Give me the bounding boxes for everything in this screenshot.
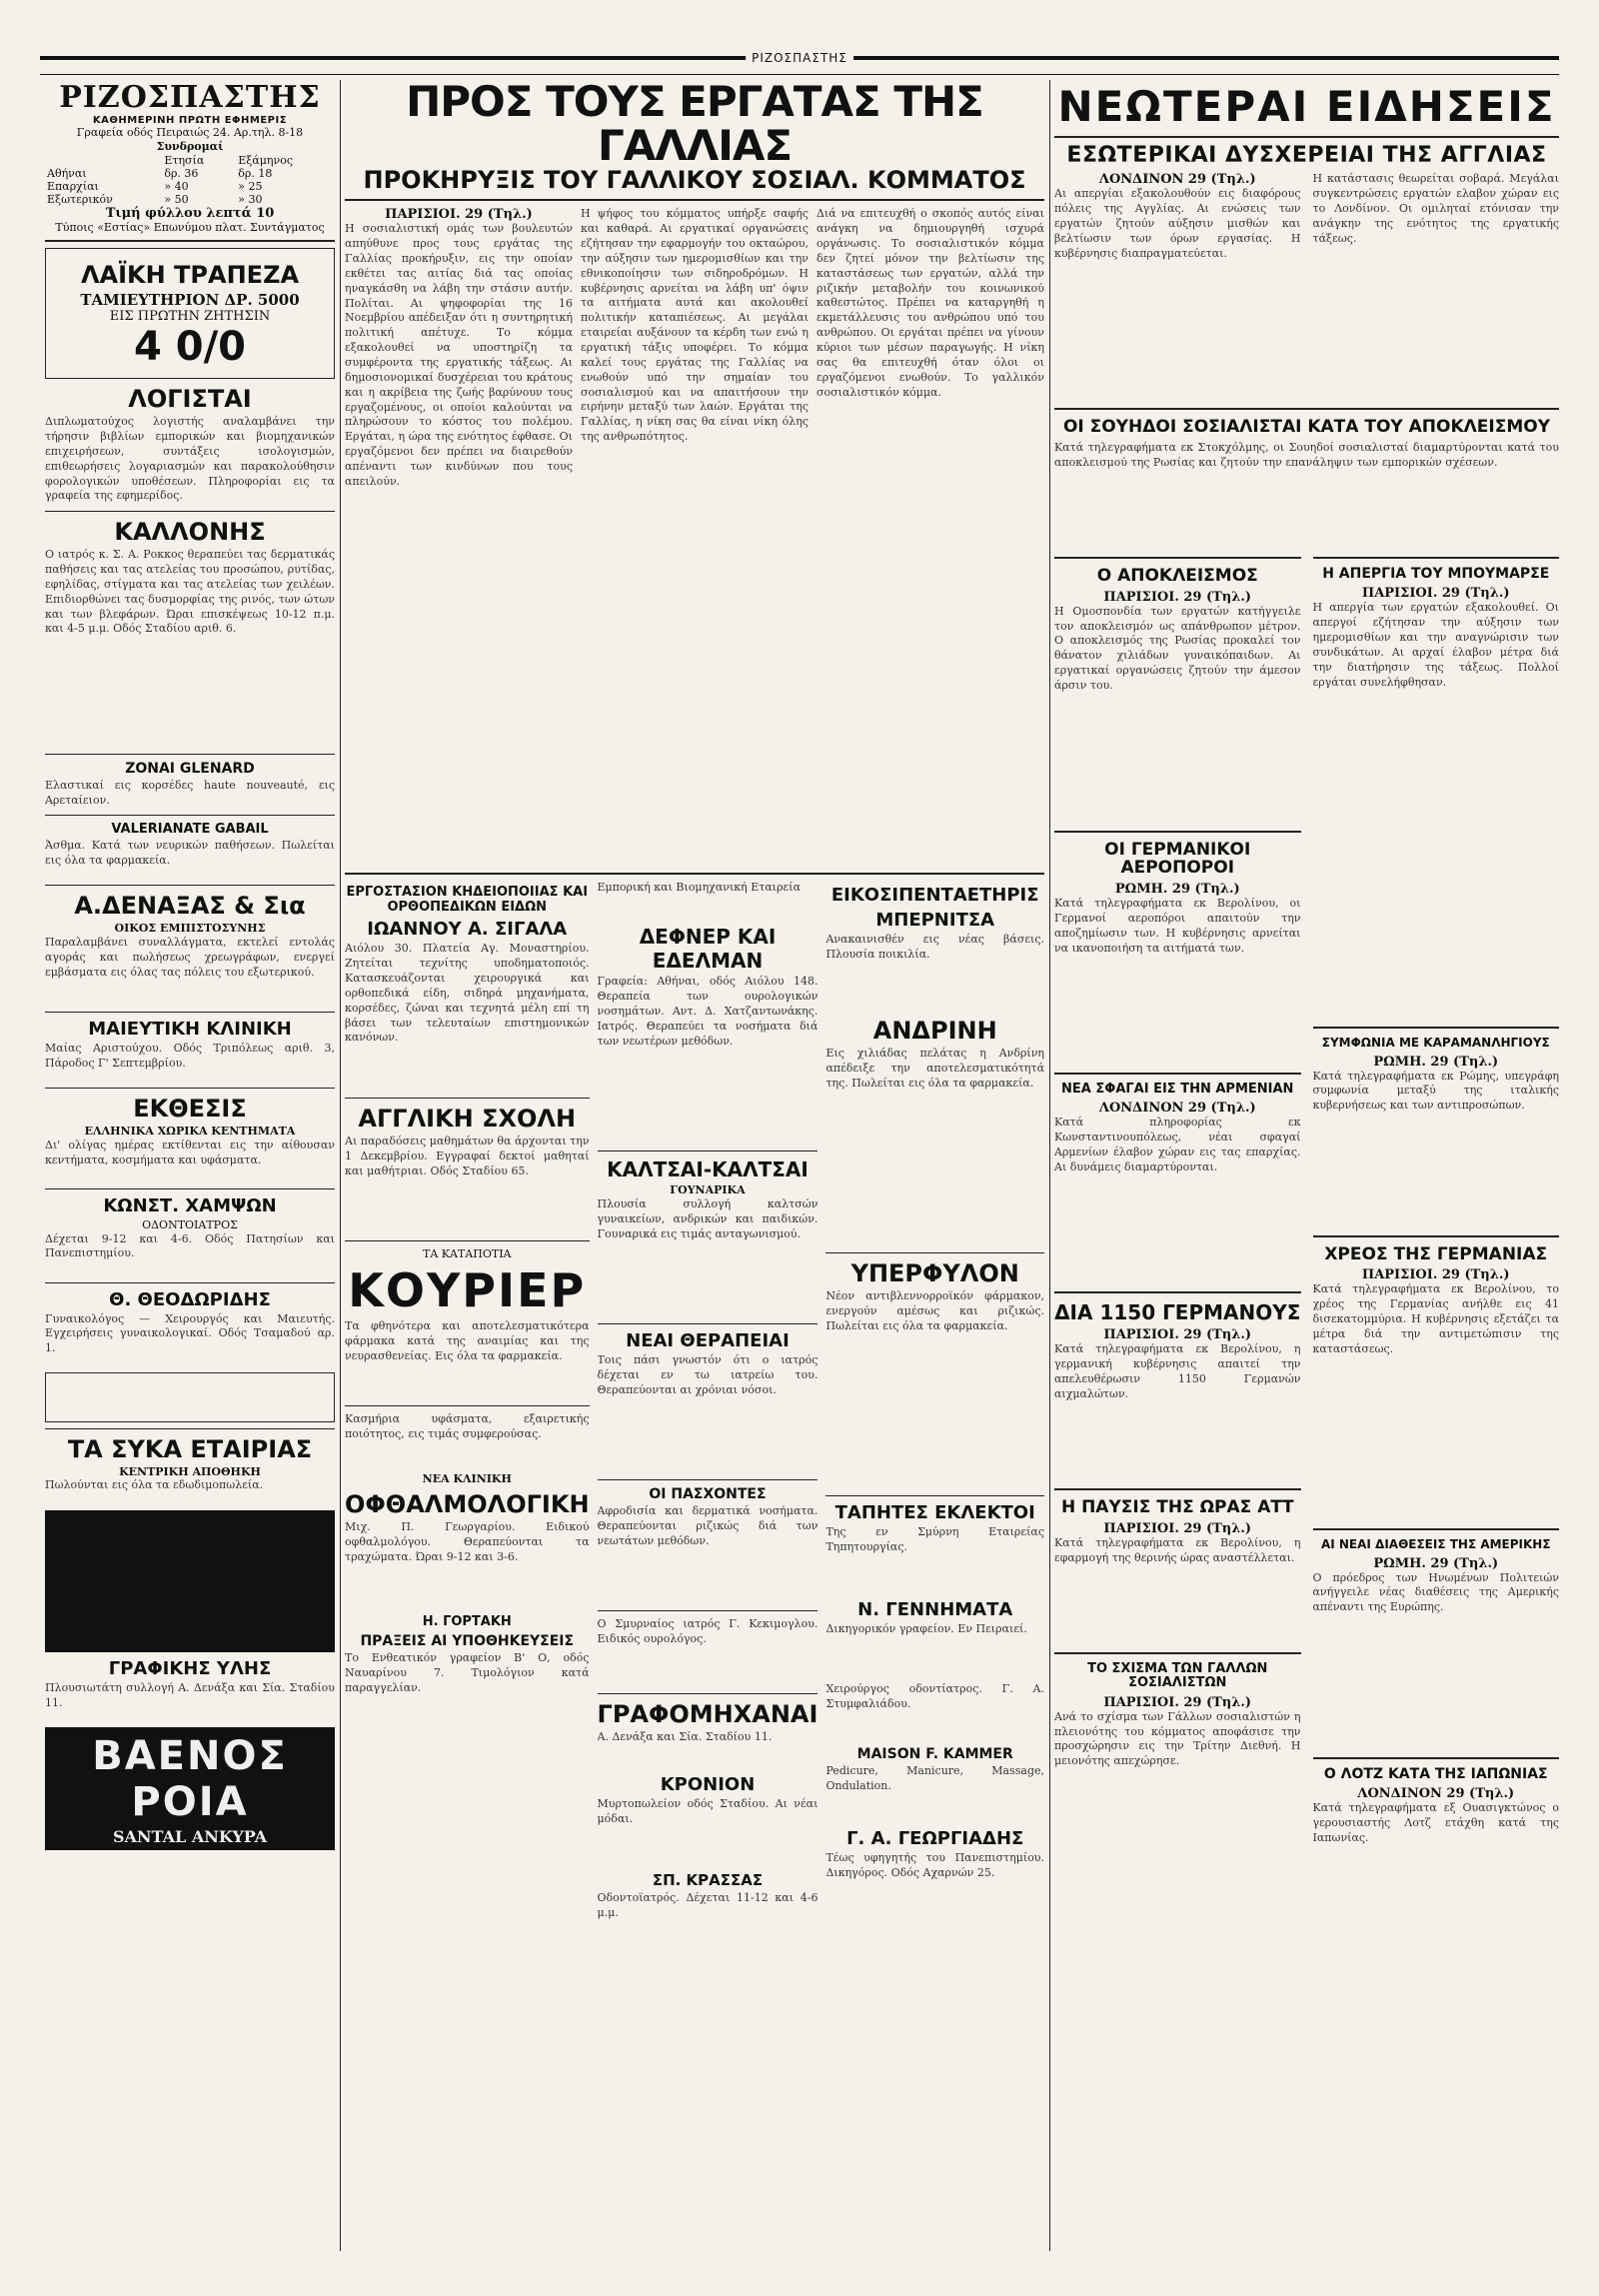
ekthesis-sub: ΕΛΛΗΝΙΚΑ ΧΩΡΙΚΑ ΚΕΝΤΗΜΑΤΑ bbox=[84, 1125, 296, 1138]
address: Γραφεία οδός Πειραιώς 24. Αρ.τηλ. 8-18 bbox=[76, 126, 304, 139]
news-heading: ΟΙ ΣΟΥΗΔΟΙ ΣΟΣΙΑΛΙΣΤΑΙ ΚΑΤΑ ΤΟΥ ΑΠΟΚΛΕΙΣΜΟΥ bbox=[1062, 417, 1551, 438]
baenor-title: ΒΑΕΝΟΣ ΡΟΙΑ bbox=[92, 1733, 288, 1826]
single-price: Τιμή φύλλου λεπτά 10 bbox=[105, 205, 275, 221]
article-text: Κατά τηλεγραφήματα εκ Βερολίνου, το χρέος της Γερμανίας ανήλθε εις 41 δισεκατομμύρια. Η κυβέρνησις εξετάζει τα μέτρα διά την αντιμετώπισιν της καταστάσεως. bbox=[1312, 1282, 1559, 1355]
news-heading: ΧΡΕΟΣ ΤΗΣ ΓΕΡΜΑΝΙΑΣ bbox=[1324, 1243, 1548, 1264]
ads-area bbox=[345, 881, 1044, 1941]
body-text: Της εν Σμύρνη Εταιρείας Τηπητουργίας. bbox=[825, 1525, 1044, 1554]
body-text: Τοις πάσι γνωστόν ότι ο ιατρός δέχεται εν τω ιατρείω του. Θεραπεύονται αι χρόνιαι νόσοι. bbox=[597, 1353, 818, 1396]
dateline: ΠΑΡΙΣΙΟΙ. 29 (Τηλ.) bbox=[385, 207, 533, 223]
news-heading: ΣΥΜΦΩΝΙΑ ΜΕ ΚΑΡΑΜΑΝΛΗΓΙΟΥΣ bbox=[1321, 1036, 1550, 1051]
logistai-heading: ΛΟΓΙΣΤΑΙ bbox=[128, 385, 252, 414]
baenor-sub: SANTAL ANKYPA bbox=[112, 1827, 268, 1847]
body-text: Εμπορική και Βιομηχανική Εταιρεία bbox=[597, 881, 800, 895]
subscription-label: Συνδρομαί bbox=[156, 139, 224, 153]
body-text: Διπλωματούχος λογιστής αναλαμβάνει την τήρησιν βιβλίων εμπορικών και βιομηχανικών επιχειρήσεων, συντάξεις ισολογισμών, επιθεωρήσεις λογαριασμών και παρακολούθησιν φορολογικών υποθέσεων. Πληροφορίαι εις τα γραφεία της εφημερίδος. bbox=[45, 415, 335, 503]
konst-heading: ΚΩΝΣΤ. ΧΑΜΨΩΝ bbox=[103, 1194, 277, 1216]
gortaki-heading: Η. ΓΟΡΤΑΚΗ bbox=[422, 1613, 512, 1629]
article-text: Αι απεργίαι εξακολουθούν εις διαφόρους πόλεις της Αγγλίας. Αι ενώσεις των εργατών ζητούν αύξησιν μισθών και βελτίωσιν των όρων εργασίας. Η κυβέρνησις διαπραγματεύεται. bbox=[1054, 187, 1301, 260]
image-ad bbox=[45, 1510, 335, 1652]
news-heading: ΑΙ ΝΕΑΙ ΔΙΑΘΕΣΕΙΣ ΤΗΣ ΑΜΕΡΙΚΗΣ bbox=[1320, 1537, 1551, 1552]
dateline: ΡΩΜΗ. 29 (Τηλ.) bbox=[1114, 882, 1240, 898]
body-text: Πλουσία συλλογή καλτσών γυναικείων, ανδρικών και παιδικών. Γουναρικά εις τιμάς ανταγωνισμού. bbox=[597, 1197, 818, 1240]
baenor-ad bbox=[45, 1727, 335, 1850]
body-text: Χειρούργος οδοντίατρος. Γ. Α. Στυμφαλιάδου. bbox=[825, 1682, 1044, 1711]
news-heading: ΝΕΑ ΣΦΑΓΑΙ ΕΙΣ ΤΗΝ ΑΡΜΕΝΙΑΝ bbox=[1061, 1082, 1294, 1098]
kourier-heading: ΚΟΥΡΙΕΡ bbox=[348, 1263, 587, 1318]
center-column bbox=[345, 77, 1044, 1941]
denaxas-sub: ΟΙΚΟΣ ΕΜΠΙΣΤΟΣΥΝΗΣ bbox=[114, 922, 266, 936]
body-text: Μυρτοπωλείον οδός Σταδίου. Αι νέαι μόδαι. bbox=[597, 1797, 818, 1825]
main-headline: ΠΡΟΣ ΤΟΥΣ ΕΡΓΑΤΑΣ ΤΗΣ ΓΑΛΛΙΑΣ bbox=[406, 77, 983, 171]
therapeiai-heading: ΝΕΑΙ ΘΕΡΑΠΕΙΑΙ bbox=[626, 1330, 790, 1352]
dateline: ΡΩΜΗ. 29 (Τηλ.) bbox=[1373, 1054, 1499, 1070]
grafikis-heading: ΓΡΑΦΙΚΗΣ ΥΛΗΣ bbox=[108, 1658, 272, 1680]
body-text: Δι' ολίγας ημέρας εκτίθενται εις την αίθουσαν κεντήματα, κοσμήματα και υφάσματα. bbox=[45, 1138, 335, 1166]
kaltsai-heading: ΚΑΛΤΣΑΙ-ΚΑΛΤΣΑΙ bbox=[607, 1157, 808, 1182]
dateline: ΠΑΡΙΣΙΟΙ. 29 (Τηλ.) bbox=[1103, 1694, 1252, 1710]
article-text: Ανά το σχίσμα των Γάλλων σοσιαλιστών η πλειονότης του κόμματος αποφάσισε την προσχώρησιν εις την Τρίτην Διεθνή. Η μειονότης απεχώρησε. bbox=[1054, 1709, 1301, 1768]
body-text: Νέον αντιβλεννορροϊκόν φάρμακον, ενεργούν αμέσως και ριζικώς. Πωλείται εις όλα τα φαρμακεία. bbox=[825, 1289, 1044, 1333]
news-heading: ΔΙΑ 1150 ΓΕΡΜΑΝΟΥΣ bbox=[1054, 1300, 1301, 1325]
dateline: ΛΟΝΔΙΝΟΝ 29 (Τηλ.) bbox=[1098, 172, 1256, 188]
dateline: ΠΑΡΙΣΙΟΙ. 29 (Τηλ.) bbox=[1103, 1521, 1252, 1537]
kaltsai-sub: ΓΟΥΝΑΡΙΚΑ bbox=[670, 1183, 746, 1197]
body-text: Κασμήρια υφάσματα, εξαιρετικής ποιότητος, εις τιμάς συμφερούσας. bbox=[345, 1412, 590, 1440]
masthead-subtitle: ΚΑΘΗΜΕΡΙΝΗ ΠΡΩΤΗ ΕΦΗΜΕΡΙΣ bbox=[92, 115, 288, 126]
article-text: Διά να επιτευχθή ο σκοπός αυτός είναι ανάγκη να δημιουργηθή ισχυρά οργάνωσις. Το σοσιαλιστικόν κόμμα δεν ζητεί μόνον την βελτίωσιν της καταστάσεως των εργατών, αλλά την ριζικήν μεταβολήν του κοινωνικού καθεστώτος. Πρέπει να καταργηθή η εκμετάλλευσις του ανθρώπου υπό του ανθρώπου. Οι εργάται πρέπει να γίνουν κύριοι των μέσων παραγωγής. Η νίκη σας θα επιτευχθή όταν όλοι οι εργαζόμενοι ενωθούν. Το γαλλικόν σοσιαλιστικόν κόμμα. bbox=[816, 207, 1044, 399]
article-text: Κατά τηλεγραφήματα εξ Ουασιγκτώνος ο γερουσιαστής Λοτζ ετάχθη κατά της Ιαπωνίας. bbox=[1312, 1800, 1559, 1844]
body-text: Μιχ. Π. Γεωργαρίου. Ειδικού οφθαλμολόγου. Θεραπεύονται τα τραχώματα. Ώραι 9-12 και 3-6. bbox=[345, 1519, 590, 1563]
syka-sub: ΚΕΝΤΡΙΚΗ ΑΠΟΘΗΚΗ bbox=[119, 1464, 261, 1478]
article-text: Κατά τηλεγραφήματα εκ Ρώμης, υπεγράφη συμφωνία μεταξύ της ιταλικής κυβερνήσεως και των αντιπροσώπων. bbox=[1312, 1069, 1559, 1113]
bank-ad bbox=[45, 248, 335, 379]
news-heading: Ο ΛΟΤΖ ΚΑΤΑ ΤΗΣ ΙΑΠΩΝΙΑΣ bbox=[1323, 1765, 1548, 1782]
body-text: Εις χιλιάδας πελάτας η Ανδρίνη απέδειξε την αποτελεσματικότητά της. Πωλείται εις όλα τα φαρμακεία. bbox=[825, 1047, 1044, 1091]
ofthalmo-sub: ΝΕΑ ΚΛΙΝΙΚΗ bbox=[422, 1472, 512, 1486]
mpernitsa-heading: ΜΠΕΡΝΙΤΣΑ bbox=[875, 910, 995, 932]
dateline: ΛΟΝΔΙΝΟΝ 29 (Τηλ.) bbox=[1357, 1785, 1515, 1801]
news-grid bbox=[1054, 551, 1559, 1931]
printer: Τύποις «Εστίας» Επωνύμου πλατ. Συντάγματος bbox=[55, 220, 325, 234]
andrini-heading: ΑΝΔΡΙΝΗ bbox=[872, 1017, 997, 1046]
table-row: Επαρχίαι » 40 » 25 bbox=[47, 179, 263, 193]
body-text: Αι παραδόσεις μαθημάτων θα άρχονται την 1 Δεκεμβρίου. Εγγραφαί δεκτοί μαθηταί και μαθήτριαι. Οδός Σταδίου 65. bbox=[345, 1135, 590, 1178]
news-heading: ΕΣΩΤΕΡΙΚΑΙ ΔΥΣΧΕΡΕΙΑΙ ΤΗΣ ΑΓΓΛΙΑΣ bbox=[1066, 143, 1547, 169]
price-table bbox=[45, 154, 335, 206]
column-divider bbox=[1049, 80, 1050, 2251]
yperfylon-heading: ΥΠΕΡΦΥΛΟΝ bbox=[850, 1259, 1019, 1288]
body-text: Γραφεία: Αθήναι, οδός Αιόλου 148. Θεραπεία των ουρολογικών νοσημάτων. Αντ. Δ. Χατζαντωνάκης. Ιατρός. Θεραπεύει τα νοσήματα διά των νεωτέρων μεθόδων. bbox=[597, 975, 818, 1048]
body-text: Ο ιατρός κ. Σ. Α. Ροκκος θεραπεύει τας δερματικάς παθήσεις και τας ατελείας του προσώπου, ρυτίδας, εφηλίδας, στίγματα και τας ατελείας των χειλέων. Επιδιορθώνει τας δυσμορφίας της ρινός, των ώτων και των βλεφάρων. Ώραι επισκέψεως 10-12 π.μ. και 4-5 μ.μ. Οδός Σταδίου αριθ. 6. bbox=[45, 548, 335, 636]
table-row: Εξωτερικόν » 50 » 30 bbox=[47, 192, 263, 206]
main-article bbox=[345, 207, 1044, 867]
kallonis-heading: ΚΑΛΛΟΝΗΣ bbox=[114, 518, 266, 547]
news-article bbox=[1054, 172, 1559, 402]
article-text: Η Ομοσπονδία των εργατών κατήγγειλε τον αποκλεισμόν ως απάνθρωπον μέτρον. Ο αποκλεισμός της Ρωσίας προκαλεί τον θάνατον χιλιάδων γυναικόπαιδων. Αι εργατικαί οργανώσεις ζητούν την άμεσον άρσιν του. bbox=[1054, 604, 1301, 692]
body-text: Οδοντοϊατρός. Δέχεται 11-12 και 4-6 μ.μ. bbox=[597, 1891, 818, 1919]
ofthalmo-heading: ΟΦΘΑΛΜΟΛΟΓΙΚΗ bbox=[345, 1489, 590, 1518]
bank-rate: 4 0/0 bbox=[133, 324, 247, 371]
article-text: Ο πρόεδρος των Ηνωμένων Πολιτειών ανήγγειλε νέας διαθέσεις της Αμερικής απέναντι της Ευρώπης. bbox=[1312, 1570, 1559, 1614]
katapotia-label: ΤΑ ΚΑΤΑΠΟΤΙΑ bbox=[423, 1247, 512, 1261]
body-text: Pedicure, Manicure, Massage, Ondulation. bbox=[825, 1764, 1044, 1793]
body-text: Γυναικολόγος — Χειρουργός και Μαιευτής. Εγχειρήσεις γυναικολογικαί. Οδός Τσαμαδού αρ. 1. bbox=[45, 1311, 335, 1355]
body-text: Μαίας Αριστούχου. Οδός Τριπόλεως αριθ. 3, Πάροδος Γ' Σεπτεμβρίου. bbox=[45, 1042, 335, 1070]
sigala-heading: ΙΩΑΝΝΟΥ Α. ΣΙΓΑΛΑ bbox=[367, 919, 568, 941]
zonai-heading: ZONAI GLENARD bbox=[125, 761, 255, 778]
news-heading: Η ΑΠΕΡΓΙΑ ΤΟΥ ΜΠΟΥΜΑΡΣΕ bbox=[1322, 566, 1550, 583]
lottery-ad bbox=[45, 1372, 335, 1422]
table-row: Αθήναι δρ. 36 δρ. 18 bbox=[47, 166, 273, 180]
body-text: Ελαστικαί εις κορσέδες haute nouveauté, εις Αρεταίειον. bbox=[45, 779, 335, 808]
bank-line: ΤΑΜΙΕΥΤΗΡΙΟΝ ΔΡ. 5000 bbox=[80, 291, 300, 310]
body-text: Ανακαινισθέν εις νέας βάσεις. Πλουσία ποικιλία. bbox=[825, 933, 1044, 962]
body-text: Πωλούνται εις όλα τα εδωδιμοπωλεία. bbox=[45, 1478, 264, 1492]
bank-title: ΛΑΪΚΗ ΤΡΑΠΕΖΑ bbox=[80, 261, 300, 290]
article-text: Η απεργία των εργατών εξακολουθεί. Οι απεργοί εζήτησαν την αύξησιν των ημερομισθίων και την αναγνώρισιν των συνδικάτων. Αι αρχαί έλαβον μέτρα διά την διατήρησιν της τάξεως. Πολλοί εργάται συνελήφθησαν. bbox=[1312, 601, 1559, 689]
left-column bbox=[45, 80, 335, 1856]
article-text: Κατά τηλεγραφήματα εκ Βερολίνου, η εφαρμογή της θερινής ώρας αναστέλλεται. bbox=[1054, 1536, 1301, 1564]
body-text: Δικηγορικόν γραφείον. Εν Πειραιεί. bbox=[825, 1622, 1027, 1636]
grafomixanai-heading: ΓΡΑΦΟΜΗΧΑΝΑΙ bbox=[597, 1700, 818, 1729]
dateline: ΛΟΝΔΙΝΟΝ 29 (Τηλ.) bbox=[1098, 1101, 1256, 1117]
news-heading: Η ΠΑΥΣΙΣ ΤΗΣ ΩΡΑΣ ΑΤΤ bbox=[1060, 1497, 1294, 1518]
defner-heading: ΔΕΦΝΕΡ ΚΑΙ ΕΔΕΛΜΑΝ bbox=[639, 925, 777, 974]
dateline: ΡΩΜΗ. 29 (Τηλ.) bbox=[1373, 1555, 1499, 1571]
krassas-heading: ΣΠ. ΚΡΑΣΣΑΣ bbox=[652, 1871, 764, 1890]
paschontes-heading: ΟΙ ΠΑΣΧΟΝΤΕΣ bbox=[649, 1486, 767, 1503]
right-column bbox=[1054, 80, 1559, 1931]
body-text: Άσθμα. Κατά των νευρικών παθήσεων. Πωλείται εις όλα τα φαρμακεία. bbox=[45, 839, 335, 868]
gennimata-heading: Ν. ΓΕΝΝΗΜΑΤΑ bbox=[857, 1599, 1013, 1621]
dateline: ΠΑΡΙΣΙΟΙ. 29 (Τηλ.) bbox=[1103, 589, 1252, 605]
ekthesis-heading: ΕΚΘΕΣΙΣ bbox=[133, 1095, 247, 1123]
ergostasion-heading: ΕΡΓΟΣΤΑΣΙΟΝ ΚΗΔΕΙΟΠΟΙΙΑΣ ΚΑΙ ΟΡΘΟΠΕΔΙΚΩΝ ΕΙΔΩΝ bbox=[346, 885, 589, 916]
body-text: Αιόλου 30. Πλατεία Αγ. Μοναστηρίου. Ζητείται τεχνίτης υποδηματοποιός. Κατασκευάζονται χειρουργικά και ορθοπεδικά είδη, σιδηρά μηχανήματα, κορσέδες, ζώναι και τεχνητά μέλη επί τη βάσει των τελευταίων επιστημονικών κανόνων. bbox=[345, 942, 590, 1045]
body-text: Τέως υφηγητής του Πανεπιστημίου. Δικηγόρος. Οδός Αχαρνών 25. bbox=[825, 1851, 1044, 1880]
aggliki-heading: ΑΓΓΛΙΚΗ ΣΧΟΛΗ bbox=[358, 1105, 577, 1134]
article-text: Η κατάστασις θεωρείται σοβαρά. Μεγάλαι συγκεντρώσεις εργατών ελαβον χώραν εις το Λονδίνον. Οι ομιληταί ετόνισαν την ανάγκην της ενότητος της εργατικής τάξεως. bbox=[1312, 172, 1559, 245]
body-text: Πλουσιωτάτη συλλογή Α. Δενάξα και Σία. Σταδίου 11. bbox=[45, 1681, 335, 1710]
valerianate-heading: VALERIANATE GABAIL bbox=[111, 822, 269, 838]
body-text: Τα φθηνότερα και αποτελεσματικότερα φάρμακα κατά της αναιμίας και της νευρασθενείας. Εις όλα τα φαρμακεία. bbox=[345, 1319, 590, 1362]
article-text: Η σοσιαλιστική ομάς των βουλευτών απηύθυνε προς τους εργάτας της Γαλλίας προκήρυξιν, εις την οποίαν εκθέτει τας αιτίας διά τας οποίας ηναγκάσθη να λάβη την στάσιν αυτήν. Πολίται. Αι ψηφοφορίαι της 16 Νοεμβρίου απέδειξαν ότι η συντηρητική πολιτική απέτυχε. Το κόμμα εξακολουθεί να υποστηρίζη τα συμφέροντα της εργατικής τάξεως. Αι δημοσιονομικαί δυσχέρειαι του κράτους και η ακρίβεια της ζωής βαρύνουν τους εργαζομένους, οι οποίοι καλούνται να πληρώσουν το κόστος του πολέμου. Εργάται, η ώρα της ενότητος έφθασε. Οι εργαζόμενοι δεν πρέπει να διαιρεθούν απέναντι των κινδύνων που τους απειλούν. bbox=[345, 222, 573, 488]
kammer-heading: MAISON F. KAMMER bbox=[856, 1746, 1013, 1763]
body-text: Αφροδισία και δερματικά νοσήματα. Θεραπεύονται ριζικώς διά των νεωτάτων μεθόδων. bbox=[597, 1504, 818, 1547]
body-text: Ο Σμυρναίος ιατρός Γ. Κεκιμογλου. Ειδικός ουρολόγος. bbox=[597, 1617, 818, 1645]
maieutiki-heading: ΜΑΙΕΥΤΙΚΗ ΚΛΙΝΙΚΗ bbox=[88, 1019, 292, 1040]
dateline: ΠΑΡΙΣΙΟΙ. 29 (Τηλ.) bbox=[1361, 586, 1510, 602]
news-heading: ΟΙ ΓΕΡΜΑΝΙΚΟΙ ΑΕΡΟΠΟΡΟΙ bbox=[1104, 839, 1251, 879]
eikosipenta-heading: ΕΙΚΟΣΙΠΕΝΤΑΕΤΗΡΙΣ bbox=[830, 885, 1039, 907]
top-title: ΡΙΖΟΣΠΑΣΤΗΣ bbox=[746, 51, 853, 65]
article-text: Κατά τηλεγραφήματα εκ Βερολίνου, η γερμανική κυβέρνησις απαιτεί την απελευθέρωσιν 1150 Γερμανών αιχμαλώτων. bbox=[1054, 1342, 1301, 1400]
article-text: Κατά πληροφορίας εκ Κωνσταντινουπόλεως, νέαι σφαγαί Αρμενίων έλαβον χώραν εις τας επαρχίας. Αι δυνάμεις διαμαρτύρονται. bbox=[1054, 1116, 1301, 1173]
article-text: Η ψήφος του κόμματος υπήρξε σαφής και καθαρά. Αι εργατικαί οργανώσεις εζήτησαν την εφαρμογήν του οκταώρου, την αύξησιν των ημερομισθίων και την εθνικοποίησιν των σιδηροδρόμων. Η κυβέρνησις αρνείται να λάβη υπ' όψιν τα αιτήματα αυτά και ακολουθεί πολιτικήν καταπιέσεως. Αι μεγάλαι εταιρείαι αυξάνουν τα κέρδη των ενώ η εργατική τάξις υποφέρει. Το κόμμα καλεί τους εργάτας της Γαλλίας να ενωθούν υπό την σημαίαν του σοσιαλισμού και να απαιτήσουν την ειρήνην μεταξύ των λαών. Εργάται της Γαλλίας, η νίκη σας θα είναι νίκη όλης της ανθρωπότητος. bbox=[581, 207, 808, 444]
praxikai-heading: ΠΡΑΞΕΙΣ ΑΙ ΥΠΟΘΗΚΕΥΣΕΙΣ bbox=[360, 1632, 575, 1649]
bank-line2: ΕΙΣ ΠΡΩΤΗΝ ΖΗΤΗΣΙΝ bbox=[109, 309, 271, 325]
theodoridis-heading: Θ. ΘΕΟΔΩΡΙΔΗΣ bbox=[109, 1288, 271, 1310]
table-row: Ετησία Εξάμηνος bbox=[164, 153, 293, 167]
news-heading: ΤΟ ΣΧΙΣΜΑ ΤΩΝ ΓΑΛΛΩΝ ΣΟΣΙΑΛΙΣΤΩΝ bbox=[1087, 1661, 1268, 1691]
konst-sub: ΟΔΟΝΤΟΙΑΤΡΟΣ bbox=[142, 1217, 238, 1231]
column-divider bbox=[340, 80, 341, 2251]
article-text: Κατά τηλεγραφήματα εκ Βερολίνου, οι Γερμανοί αεροπόροι απαιτούν την αποζημίωσιν των. Η κυβέρνησις αρνείται να ικανοποιήση τα αιτήματά των. bbox=[1054, 897, 1301, 955]
body-text: Δέχεται 9-12 και 4-6. Οδός Πατησίων και Πανεπιστημίου. bbox=[45, 1231, 335, 1260]
body-text: Α. Δενάξα και Σία. Σταδίου 11. bbox=[597, 1730, 773, 1744]
dateline: ΠΑΡΙΣΙΟΙ. 29 (Τηλ.) bbox=[1103, 1327, 1252, 1343]
dateline: ΠΑΡΙΣΙΟΙ. 29 (Τηλ.) bbox=[1361, 1267, 1510, 1283]
top-rule bbox=[40, 51, 1559, 75]
tapites-heading: ΤΑΠΗΤΕΣ ΕΚΛΕΚΤΟΙ bbox=[834, 1502, 1035, 1524]
body-text: Παραλαμβάνει συναλλάγματα, εκτελεί εντολάς αγοράς και πωλήσεως χρεωγράφων, ενεργεί εμβάσματα εις όλας τας πόλεις του εξωτερικού. bbox=[45, 936, 335, 979]
news-section-title: ΝΕΩΤΕΡΑΙ ΕΙΔΗΣΕΙΣ bbox=[1057, 82, 1556, 131]
masthead: ΡΙΖΟΣΠΑΣΤΗΣ bbox=[59, 80, 321, 115]
georgiadis-heading: Γ. Α. ΓΕΩΡΓΙΑΔΗΣ bbox=[846, 1828, 1024, 1850]
main-subheadline: ΠΡΟΚΗΡΥΞΙΣ ΤΟΥ ΓΑΛΛΙΚΟΥ ΣΟΣΙΑΛ. ΚΟΜΜΑΤΟΣ bbox=[363, 166, 1026, 195]
kronion-heading: ΚΡΟΝΙΟΝ bbox=[660, 1774, 756, 1796]
denaxas-heading: Α.ΔΕΝΑΞΑΣ & Σια bbox=[74, 892, 306, 921]
news-heading: Ο ΑΠΟΚΛΕΙΣΜΟΣ bbox=[1096, 566, 1258, 587]
syka-heading: ΤΑ ΣΥΚΑ ΕΤΑΙΡΙΑΣ bbox=[67, 1434, 313, 1463]
article-text: Κατά τηλεγραφήματα εκ Στοκχόλμης, οι Σουηδοί σοσιαλισταί διαμαρτύρονται κατά του αποκλεισμού της Ρωσίας και ζητούν την επανάληψιν των εμπορικών σχέσεων. bbox=[1054, 441, 1559, 469]
body-text: Το Ενθεατικόν γραφείον Β' Ο, οδός Ναυαρίνου 7. Τιμολόγιον κατά παραγγελίαν. bbox=[345, 1650, 590, 1694]
